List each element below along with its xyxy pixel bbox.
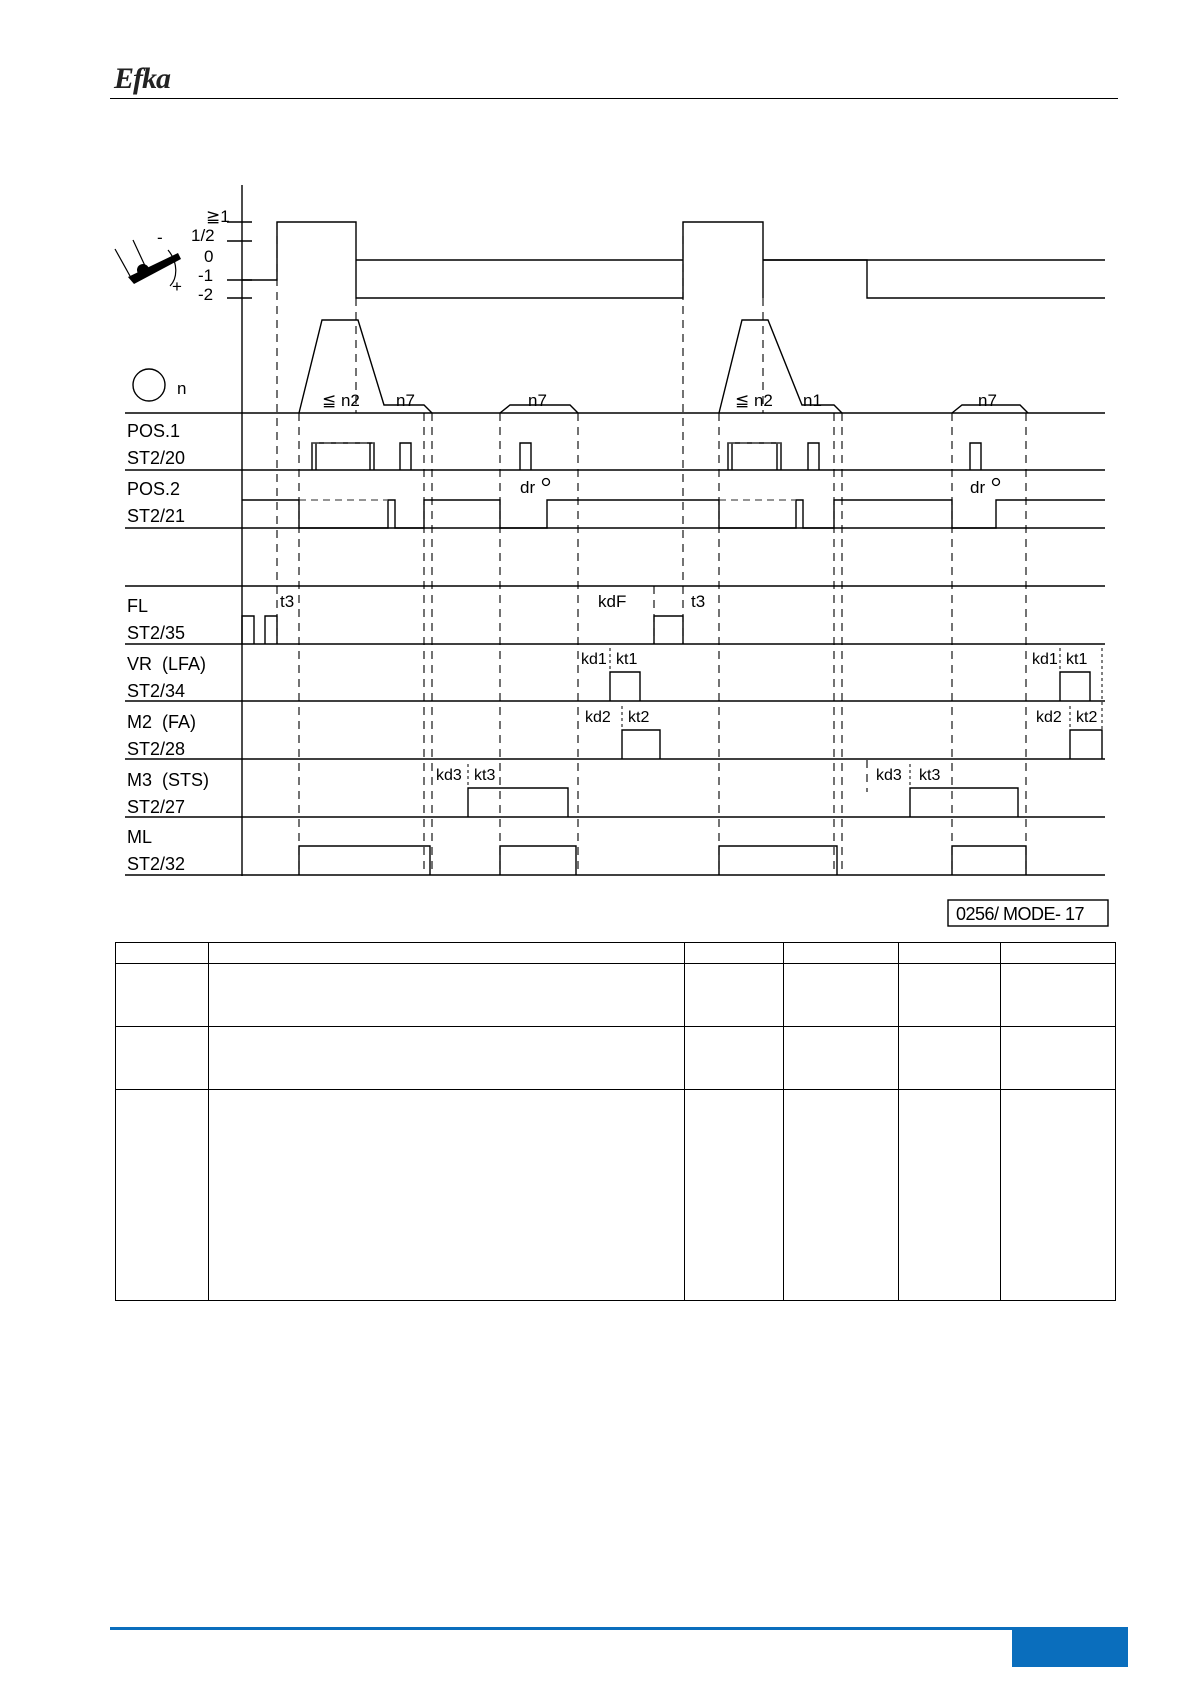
label-n7-third: n7 [978,391,997,410]
vr-pulse-2 [1060,672,1090,701]
label-kd1-first: kd1 [581,651,607,668]
ml-pulse-2 [500,846,576,875]
m2-label: M2 (FA) [127,712,197,732]
ml-label: ML [127,827,153,847]
label-n2-first: ≦ n2 [322,391,360,410]
fl-pulse-3 [654,616,683,644]
label-kt1-second: kt1 [1066,651,1088,668]
pedal-minus-sign: - [157,228,163,247]
label-kd3-second: kd3 [876,767,902,784]
pos2-label: POS.2 [127,479,181,499]
label-t3-first: t3 [280,592,295,611]
label-kt2-first: kt2 [628,709,650,726]
ml-pulse-1 [299,846,430,875]
table-row [116,1090,1116,1301]
pos1-pulse-1 [312,443,374,470]
label-n1: n1 [803,391,822,410]
ml-pulse-4 [952,846,1026,875]
pedal-level-minus2: -2 [198,285,214,304]
label-kd3-first: kd3 [436,767,462,784]
m3-pin-label: ST2/27 [127,797,186,817]
speed-circle-icon [133,369,165,401]
label-dr-first: dr [520,478,536,497]
pos1-pulse-3 [520,443,531,470]
footer-page-tab [1012,1627,1128,1667]
m2-pulse-2 [1070,730,1102,759]
pos1-label: POS.1 [127,421,181,441]
label-dr-second: dr [970,478,986,497]
label-kdF: kdF [598,592,627,611]
ml-pulse-3 [719,846,837,875]
table-row [116,1027,1116,1090]
m3-label: M3 (STS) [127,770,210,790]
label-kd1-second: kd1 [1032,651,1058,668]
pedal-level-minus1: -1 [198,266,214,285]
label-kt2-second: kt2 [1076,709,1098,726]
pos2-pin-label: ST2/21 [127,506,186,526]
label-kd2-second: kd2 [1036,709,1062,726]
ml-pin-label: ST2/32 [127,854,186,874]
vr-label: VR (LFA) [127,654,207,674]
m3-pulse-2 [910,788,1018,817]
label-kt3-first: kt3 [474,767,496,784]
label-n7-second: n7 [528,391,547,410]
pedal-plus-sign: + [172,277,182,296]
m2-pin-label: ST2/28 [127,739,186,759]
table-header-row [116,943,1116,964]
label-kt1-first: kt1 [616,651,638,668]
pos1-pulse-5 [808,443,819,470]
pedal-level-0: 0 [204,247,214,266]
fl-pulse-2 [265,616,277,644]
label-n7-first: n7 [396,391,415,410]
m2-pulse-1 [622,730,660,759]
label-t3-second: t3 [691,592,706,611]
pedal-level-1: ≧1 [206,207,230,226]
pos1-pulse-2 [400,443,411,470]
fl-pulse-1 [242,616,254,644]
vr-pin-label: ST2/34 [127,681,186,701]
dr-degree-icon-second [993,479,1000,486]
parameter-table [115,942,1116,1301]
pos1-pulse-6 [970,443,981,470]
pos1-pin-label: ST2/20 [127,448,186,468]
time-markers [277,222,1026,875]
pos2-signal [242,500,1105,528]
fl-label: FL [127,596,149,616]
footer-rule [110,1627,1128,1630]
m3-pulse-1 [468,788,568,817]
table-row [116,964,1116,1027]
pedal-level-half: 1/2 [191,226,215,245]
label-n2-second: ≦ n2 [735,391,773,410]
pos1-pulse-4 [728,443,781,470]
mode-label: 0256/ MODE- 17 [956,904,1085,924]
label-kd2-first: kd2 [585,709,611,726]
efka-logo: Efka [114,62,170,95]
vr-pulse-1 [610,672,640,701]
fl-pin-label: ST2/35 [127,623,186,643]
dr-degree-icon-first [543,479,550,486]
speed-label: n [177,379,187,398]
label-kt3-second: kt3 [919,767,941,784]
